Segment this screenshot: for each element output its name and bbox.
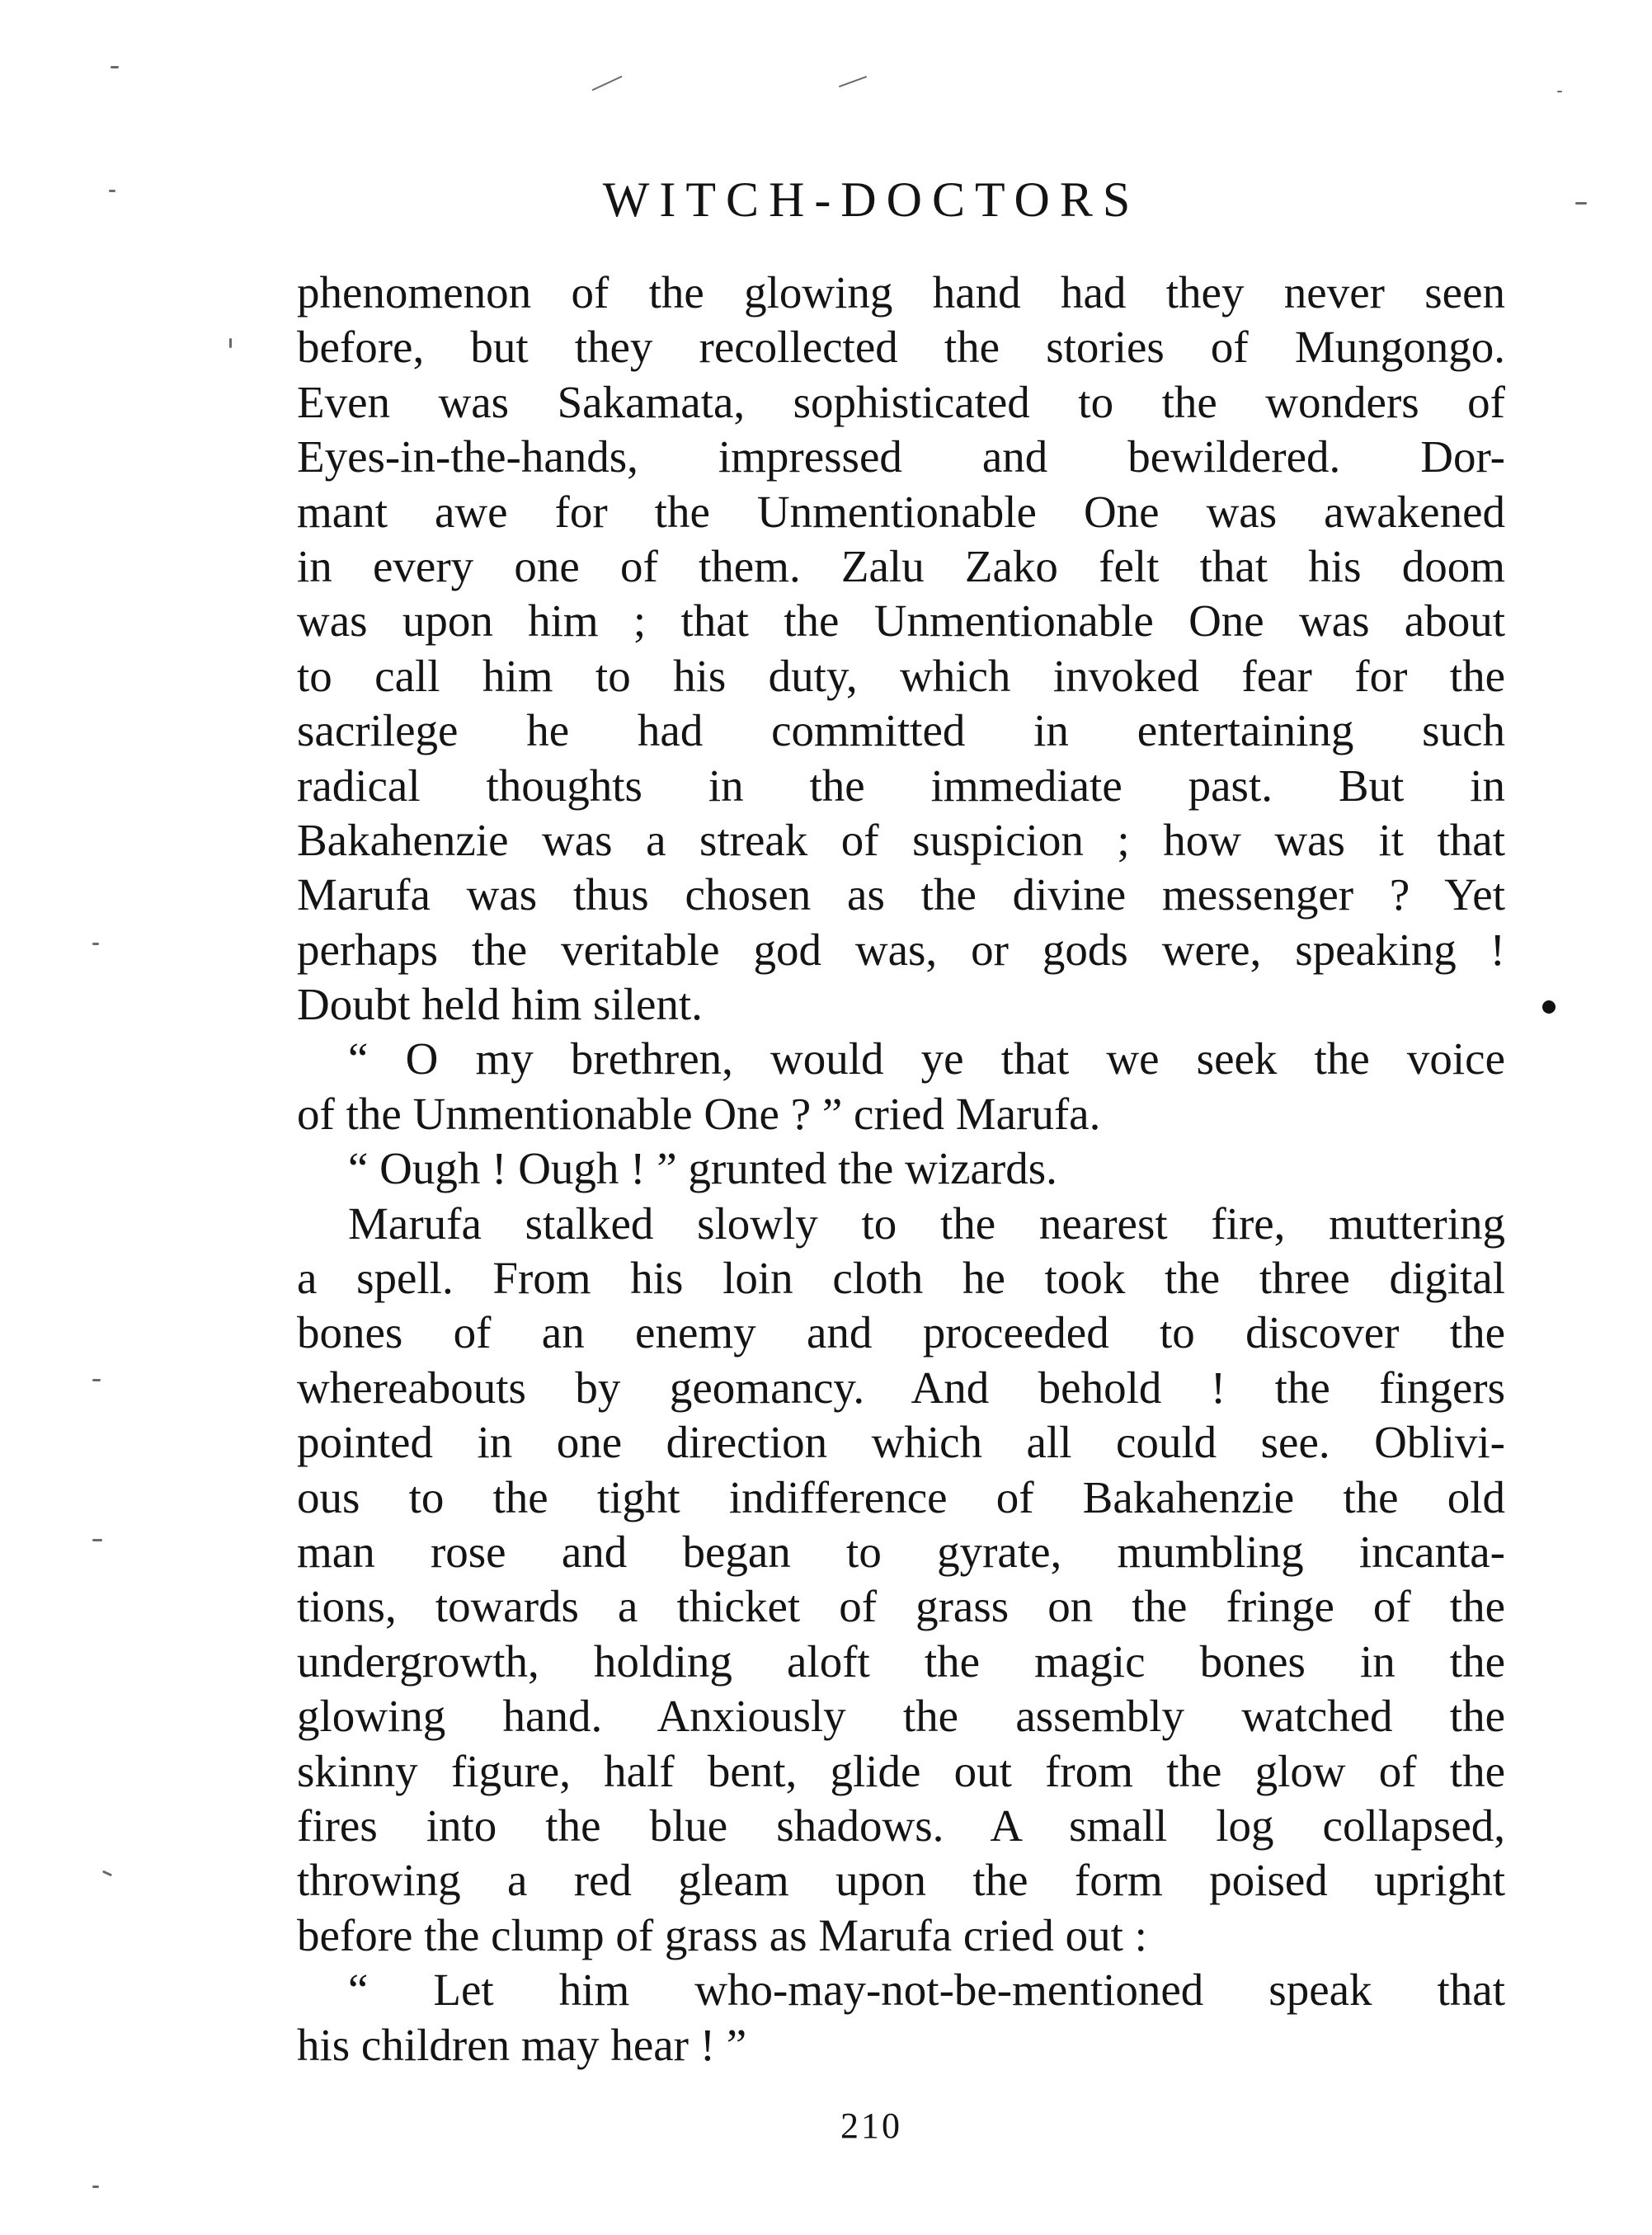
text-line: sacrilege he had committed in entertaining such	[297, 705, 1505, 756]
text-line: skinny figure, half bent, glide out from the glow of the	[297, 1745, 1505, 1796]
margin-dot	[1542, 1000, 1556, 1014]
text-line: radical thoughts in the immediate past. But in	[297, 760, 1505, 811]
scan-speck	[591, 76, 622, 92]
running-head: WITCH-DOCTORS	[602, 172, 1141, 227]
text-line: to call him to his duty, which invoked fear for the	[297, 650, 1505, 701]
page-number: 210	[840, 2106, 902, 2146]
text-line: Even was Sakamata, sophisticated to the wonders of	[297, 376, 1505, 427]
text-line: Marufa stalked slowly to the nearest fire, muttering	[348, 1197, 1505, 1249]
scan-speck	[839, 76, 868, 87]
text-line: undergrowth, holding aloft the magic bones in the	[297, 1635, 1505, 1687]
text-line: Marufa was thus chosen as the divine messenger ? Yet	[297, 869, 1505, 920]
text-line: ous to the tight indifference of Bakahenzie the old	[297, 1471, 1505, 1522]
text-line: his children may hear ! ”	[297, 2019, 747, 2070]
text-line: was upon him ; that the Unmentionable One was about	[297, 595, 1505, 647]
scan-speck	[92, 943, 99, 945]
scan-speck	[229, 338, 232, 348]
text-line: man rose and began to gyrate, mumbling incanta-	[297, 1526, 1505, 1577]
scan-speck	[102, 1870, 112, 1877]
text-line: perhaps the veritable god was, or gods were, speaking !	[297, 924, 1505, 975]
text-line: before, but they recollected the stories of Mungongo.	[297, 322, 1505, 373]
scan-speck	[1557, 91, 1562, 92]
text-line: in every one of them. Zalu Zako felt that his doom	[297, 540, 1505, 591]
text-line: phenomenon of the glowing hand had they never seen	[297, 267, 1505, 318]
text-line: “ Let him who-may-not-be-mentioned speak that	[348, 1964, 1505, 2016]
text-line: throwing a red gleam upon the form poised upright	[297, 1855, 1505, 1906]
scan-speck	[92, 2186, 99, 2188]
scan-speck	[92, 1379, 101, 1381]
text-line: Eyes-in-the-hands, impressed and bewildered. Dor-	[297, 431, 1505, 482]
text-line: Doubt held him silent.	[297, 979, 703, 1030]
scan-speck	[111, 66, 119, 68]
text-line: “ Ough ! Ough ! ” grunted the wizards.	[348, 1143, 1057, 1194]
text-line: of the Unmentionable One ? ” cried Marufa.	[297, 1088, 1101, 1139]
text-line: tions, towards a thicket of grass on the fringe of the	[297, 1581, 1505, 1632]
text-line: Bakahenzie was a streak of suspicion ; how was it that	[297, 814, 1505, 865]
text-line: pointed in one direction which all could see. Oblivi-	[297, 1417, 1505, 1468]
text-line: mant awe for the Unmentionable One was awakened	[297, 486, 1505, 537]
body-text	[297, 266, 1505, 2073]
text-line: “ O my brethren, would ye that we seek the voice	[348, 1033, 1505, 1085]
text-line: glowing hand. Anxiously the assembly watched the	[297, 1691, 1505, 1742]
text-line: a spell. From his loin cloth he took the three digital	[297, 1253, 1505, 1304]
text-line: bones of an enemy and proceeded to discover the	[297, 1307, 1505, 1358]
scan-speck	[92, 1539, 102, 1541]
text-line: fires into the blue shadows. A small log collapsed,	[297, 1800, 1505, 1851]
text-line: whereabouts by geomancy. And behold ! the fingers	[297, 1362, 1505, 1413]
text-line: before the clump of grass as Marufa cried out :	[297, 1909, 1147, 1960]
